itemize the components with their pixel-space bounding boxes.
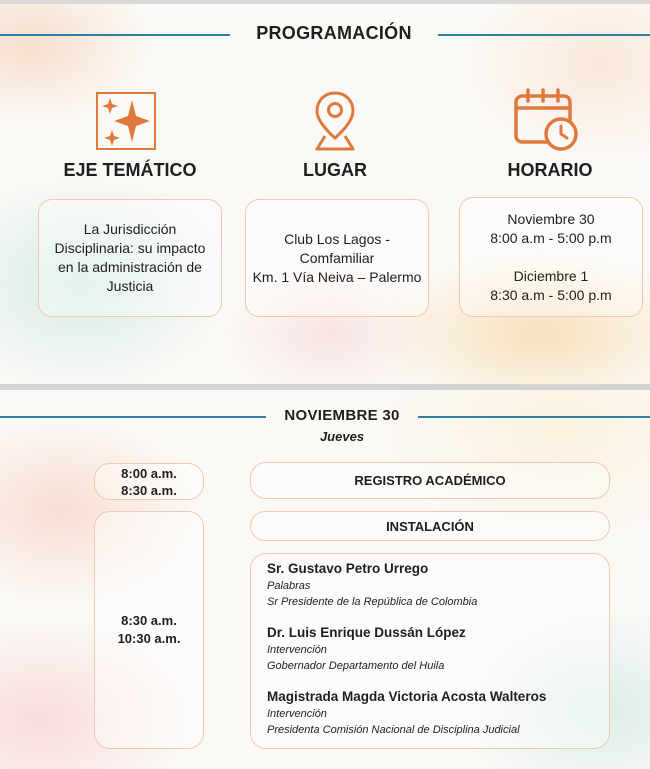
agenda-date-title: NOVIEMBRE 30 xyxy=(284,407,400,424)
programacion-panel xyxy=(0,4,650,384)
speaker-entry xyxy=(267,624,593,674)
registro-academico-item: REGISTRO ACADÉMICO xyxy=(250,462,610,499)
horario-day: Noviembre 30 xyxy=(507,210,595,227)
speaker-role: Palabras xyxy=(267,580,311,592)
calendar-clock-icon xyxy=(513,88,579,152)
horario-day: Diciembre 1 xyxy=(513,267,589,284)
slot-end: 10:30 a.m. xyxy=(117,631,181,646)
speaker-role: Intervención xyxy=(267,708,327,720)
speaker-position: Gobernador Departamento del Huila xyxy=(267,660,445,672)
location-pin-icon xyxy=(313,90,357,152)
slot-start: 8:30 a.m. xyxy=(121,613,177,628)
time-slot-2 xyxy=(94,511,204,749)
agenda-panel xyxy=(0,390,650,769)
lugar-box xyxy=(245,199,429,317)
section-title: PROGRAMACIÓN xyxy=(256,23,412,43)
eje-line: Justicia xyxy=(106,278,154,294)
eje-line: en la administración de xyxy=(58,259,202,275)
eje-line: La Jurisdicción xyxy=(83,221,177,237)
slot-end: 8:30 a.m. xyxy=(121,482,177,498)
slot-start: 8:00 a.m. xyxy=(121,465,177,481)
speaker-name: Magistrada Magda Victoria Acosta Walteros xyxy=(267,689,547,704)
date-rule-left xyxy=(0,416,266,418)
instalacion-item: INSTALACIÓN xyxy=(250,511,610,541)
horario-time: 8:00 a.m - 5:00 p.m xyxy=(490,229,612,246)
speaker-position: Presidenta Comisión Nacional de Disciplina Judicial xyxy=(267,724,520,736)
horario-box xyxy=(459,197,643,317)
agenda-weekday: Jueves xyxy=(319,429,365,444)
heading-eje-tematico: EJE TEMÁTICO xyxy=(63,160,197,180)
lugar-line: Comfamiliar xyxy=(299,249,375,266)
horario-time: 8:30 a.m - 5:00 p.m xyxy=(490,286,612,303)
speaker-position: Sr Presidente de la República de Colombia xyxy=(267,596,478,608)
speaker-entry xyxy=(267,560,593,610)
speaker-role: Intervención xyxy=(267,644,327,656)
lugar-line: Km. 1 Vía Neiva – Palermo xyxy=(252,268,422,285)
speaker-name: Sr. Gustavo Petro Urrego xyxy=(267,561,429,576)
speaker-entry xyxy=(267,688,593,738)
title-rule-right xyxy=(438,34,650,36)
time-slot-1 xyxy=(94,463,204,500)
speaker-name: Dr. Luis Enrique Dussán López xyxy=(267,625,466,640)
speakers-box xyxy=(250,553,610,749)
heading-horario: HORARIO xyxy=(507,160,593,180)
sparkle-icon xyxy=(96,92,156,150)
title-rule-left xyxy=(0,34,230,36)
eje-line: Disciplinaria: su impacto xyxy=(54,240,206,256)
date-rule-right xyxy=(418,416,650,418)
heading-lugar: LUGAR xyxy=(303,160,367,180)
eje-tematico-box xyxy=(38,199,222,317)
lugar-line: Club Los Lagos - xyxy=(284,230,390,247)
